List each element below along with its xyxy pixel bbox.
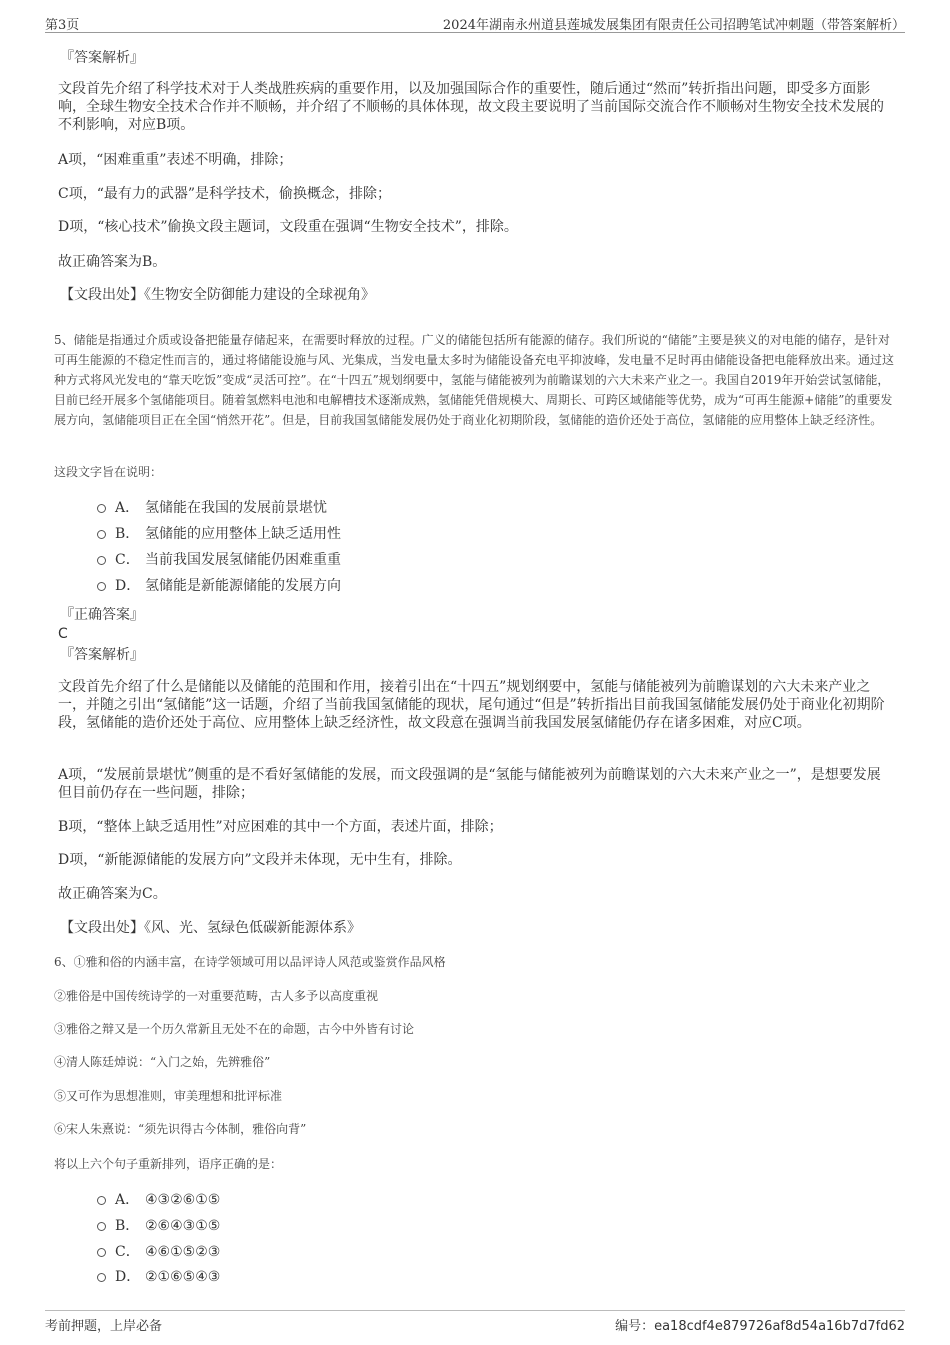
- q5-option-note-a: A项，“发展前景堪忧”侧重的是不看好氢储能的发展，而文段强调的是“氢能与储能被列为前瞻谋划的六大未来产业之一”，是想要发展但目前仍存在一些问题，排除；: [58, 767, 881, 801]
- q5-analysis-text: 文段首先介绍了什么是储能以及储能的范围和作用，接着引出在“十四五”规划纲要中，氢能与储能被列为前瞻谋划的六大未来产业之一，并随之引出“氢储能”这一话题，介绍了当前我国氢储能的现状，尾句通过“但是”转折指出目前我国氢储能发展仍处于商业化初期阶段，氢储能的造价还处于高位、应用整体上缺乏经济性，故文段意在强调当前我国发展氢储能仍存在诸多困难，对应C项。: [58, 679, 885, 731]
- q5-option-note-d: D项，“新能源储能的发展方向”文段并未体现，无中生有，排除。: [58, 852, 462, 868]
- q6-option-b[interactable]: [97, 1217, 220, 1235]
- q5-option-b[interactable]: [97, 525, 341, 543]
- q5-option-d-text: 氢储能是新能源储能的发展方向: [145, 578, 341, 594]
- q6-option-c[interactable]: [97, 1243, 220, 1261]
- q5-option-d-letter: D．: [115, 578, 141, 594]
- q4-option-note-d: D项，“核心技术”偷换文段主题词，文段重在强调“生物安全技术”，排除。: [58, 219, 518, 235]
- q6-sentence-1: 6、①雅和俗的内涵丰富，在诗学领域可用以品评诗人风范或鉴赏作品风格: [54, 955, 446, 969]
- q5-option-a-letter: A．: [115, 500, 140, 516]
- q5-correct-answer: C: [58, 626, 68, 642]
- q6-option-d-text: ②①⑥⑤④③: [145, 1269, 221, 1285]
- q4-analysis-heading: 『答案解析』: [60, 50, 144, 66]
- page-header: [45, 12, 905, 33]
- q5-option-note-b: B项，“整体上缺乏适用性”对应困难的其中一个方面，表述片面，排除；: [58, 819, 503, 835]
- q6-option-a[interactable]: [97, 1191, 220, 1209]
- footer-slogan: 考前押题，上岸必备: [45, 1319, 163, 1334]
- q4-conclusion: 故正确答案为B。: [58, 254, 167, 270]
- q6-sentence-2: ②雅俗是中国传统诗学的一对重要范畴，古人多予以高度重视: [54, 989, 379, 1003]
- footer-code-value: ea18cdf4e879726af8d54a16b7d7fd62: [654, 1319, 905, 1334]
- q5-option-b-text: 氢储能的应用整体上缺乏适用性: [145, 526, 341, 542]
- q6-sentence-6: ⑥宋人朱熹说：“须先识得古今体制，雅俗向背”: [54, 1122, 307, 1136]
- radio-icon[interactable]: [97, 1196, 106, 1205]
- q6-sentence-3: ③雅俗之辩又是一个历久常新且无处不在的命题，古今中外皆有讨论: [54, 1022, 415, 1036]
- q5-option-a-text: 氢储能在我国的发展前景堪忧: [145, 500, 327, 516]
- q6-option-b-letter: B．: [115, 1218, 140, 1234]
- footer-code: [615, 1315, 905, 1334]
- q6-option-c-text: ④⑥①⑤②③: [145, 1244, 221, 1260]
- q6-option-b-text: ②⑥④③①⑤: [145, 1218, 221, 1234]
- q6-sentence-5: ⑤又可作为思想准则，审美理想和批评标准: [54, 1089, 283, 1103]
- document-title: 2024年湖南永州道县莲城发展集团有限责任公司招聘笔试冲刺题（带答案解析）: [442, 18, 905, 33]
- radio-icon[interactable]: [97, 504, 106, 513]
- q4-option-note-a: A项，“困难重重”表述不明确，排除；: [58, 152, 293, 168]
- q5-analysis-heading: 『答案解析』: [60, 647, 144, 663]
- radio-icon[interactable]: [97, 1273, 106, 1282]
- q4-analysis-text: 文段首先介绍了科学技术对于人类战胜疾病的重要作用，以及加强国际合作的重要性，随后通过“然而”转折指出问题，即受多方面影响，全球生物安全技术合作并不顺畅，并介绍了不顺畅的具体体现，故文段主要说明了当前国际交流合作不顺畅对生物安全技术发展的不利影响，对应B项。: [58, 81, 884, 133]
- q6-option-d[interactable]: [97, 1268, 220, 1286]
- q5-option-c[interactable]: [97, 551, 341, 569]
- q6-sentence-4: ④清人陈廷焯说：“入门之始，先辨雅俗”: [54, 1055, 271, 1069]
- radio-icon[interactable]: [97, 582, 106, 591]
- q4-source: 【文段出处】《生物安全防御能力建设的全球视角》: [60, 287, 375, 303]
- q6-prompt: 将以上六个句子重新排列，语序正确的是：: [54, 1157, 283, 1171]
- q6-option-a-text: ④③②⑥①⑤: [145, 1192, 221, 1208]
- radio-icon[interactable]: [97, 556, 106, 565]
- q5-prompt: 这段文字旨在说明：: [54, 465, 163, 479]
- q6-option-d-letter: D．: [115, 1269, 141, 1285]
- q5-option-d[interactable]: [97, 577, 341, 595]
- q5-option-c-letter: C．: [115, 552, 140, 568]
- q5-option-c-text: 当前我国发展氢储能仍困难重重: [145, 552, 341, 568]
- page-footer: [45, 1310, 905, 1335]
- radio-icon[interactable]: [97, 1248, 106, 1257]
- page-number: 第3页: [45, 18, 80, 33]
- q5-correct-heading: 『正确答案』: [60, 607, 144, 623]
- q4-option-note-c: C项，“最有力的武器”是科学技术，偷换概念，排除；: [58, 186, 392, 202]
- q5-stem: 5、储能是指通过介质或设备把能量存储起来，在需要时释放的过程。广义的储能包括所有能源的储存。我们所说的“储能”主要是狭义的对电能的储存，是针对可再生能源的不稳定性而言的，通过将储能设施与风、光集成，当发电量太多时为储能设备充电平抑波峰，发电量不足时再由储能设备把电能释放出来。通过这种方式将风光发电的“靠天吃饭”变成“灵活可控”。在“十四五”规划纲要中，氢能与储能被列为前瞻谋划的六大未来产业之一。我国自2019年开始尝试氢储能，目前已经开展多个氢储能项目。随着氢燃料电池和电解槽技术逐渐成熟，氢储能凭借规模大、周期长、可跨区域储能等优势，成为“可再生能源+储能”的重要发展方向，氢储能项目正在全国“悄然开花”。但是，目前我国氢储能发展仍处于商业化初期阶段，氢储能的造价还处于高位，氢储能的应用整体上缺乏经济性。: [54, 333, 895, 427]
- q5-conclusion: 故正确答案为C。: [58, 886, 167, 902]
- q5-source: 【文段出处】《风、光、氢绿色低碳新能源体系》: [60, 920, 361, 936]
- q5-option-b-letter: B．: [115, 526, 140, 542]
- radio-icon[interactable]: [97, 530, 106, 539]
- footer-code-label: 编号：: [615, 1319, 655, 1334]
- radio-icon[interactable]: [97, 1222, 106, 1231]
- q6-option-a-letter: A．: [115, 1192, 140, 1208]
- q5-option-a[interactable]: [97, 499, 327, 517]
- q6-option-c-letter: C．: [115, 1244, 140, 1260]
